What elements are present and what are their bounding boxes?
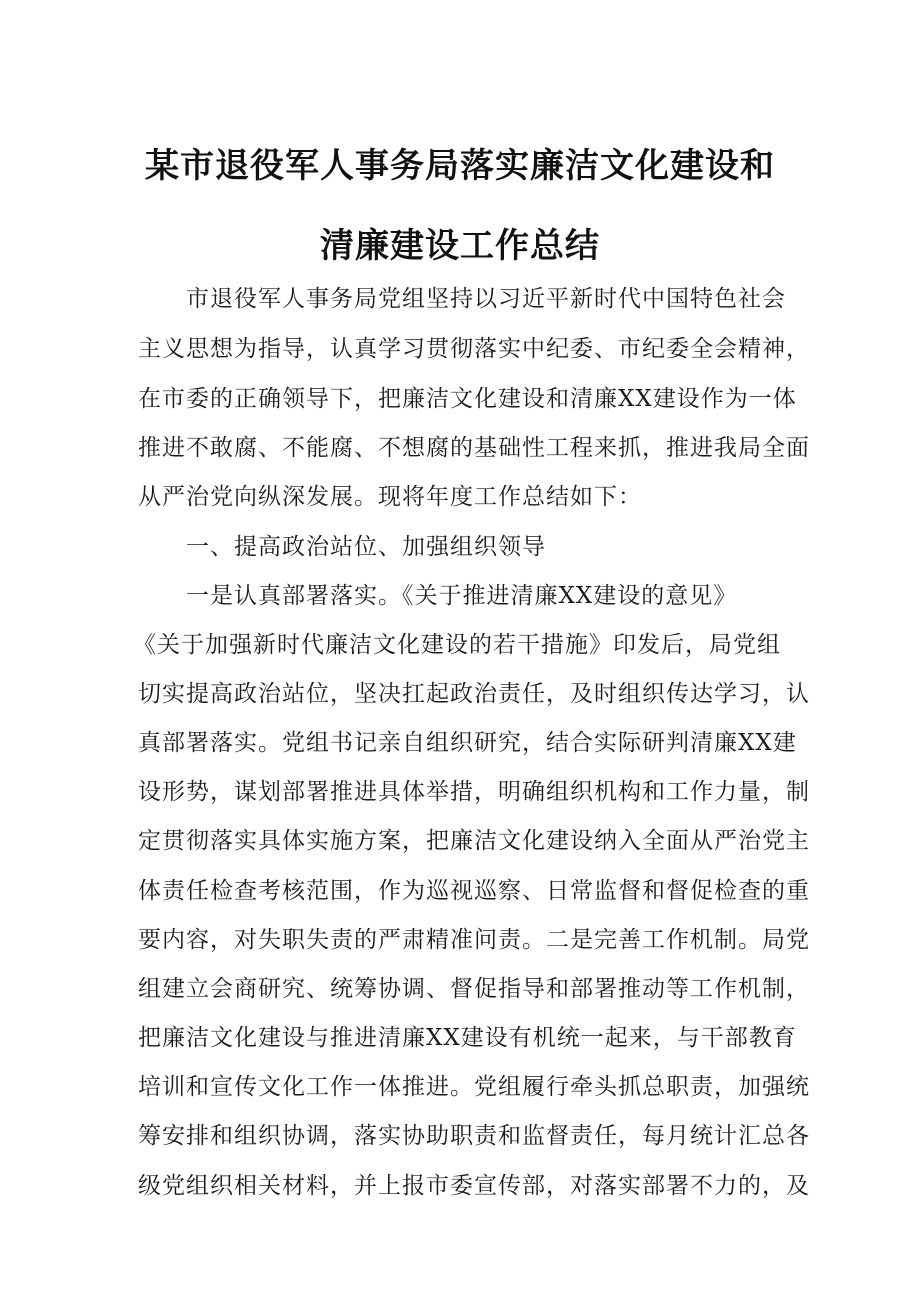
document-title-line-1: 某市退役军人事务局落实廉洁文化建设和 (145, 146, 775, 186)
section-heading-1: 一、提高政治站位、加强组织领导 (186, 534, 546, 560)
paragraph-line-16: 把廉洁文化建设与推进清廉XX建设有机统一起来，与干部教育 (138, 1025, 797, 1051)
paragraph-line-19: 级党组织相关材料，并上报市委宣传部，对落实部署不力的，及 (138, 1173, 810, 1199)
paragraph-line-9: 切实提高政治站位，坚决扛起政治责任，及时组织传达学习，认 (138, 681, 810, 707)
paragraph-line-1: 市退役军人事务局党组坚持以习近平新时代中国特色社会 (186, 286, 786, 312)
paragraph-line-13: 体责任检查考核范围，作为巡视巡察、日常监督和督促检查的重 (138, 878, 810, 904)
paragraph-line-2: 主义思想为指导，认真学习贯彻落实中纪委、市纪委全会精神， (138, 336, 810, 362)
paragraph-line-12: 定贯彻落实具体实施方案，把廉洁文化建设纳入全面从严治党主 (138, 828, 810, 854)
paragraph-line-10: 真部署落实。党组书记亲自组织研究，结合实际研判清廉XX建 (138, 730, 797, 756)
paragraph-line-11: 设形势，谋划部署推进具体举措，明确组织机构和工作力量，制 (138, 779, 810, 805)
paragraph-line-18: 筹安排和组织协调，落实协助职责和监督责任，每月统计汇总各 (138, 1123, 810, 1149)
paragraph-line-3: 在市委的正确领导下，把廉洁文化建设和清廉XX建设作为一体 (138, 386, 797, 412)
paragraph-line-8: 《关于加强新时代廉洁文化建设的若干措施》印发后，局党组 (133, 632, 781, 658)
paragraph-line-4: 推进不敢腐、不能腐、不想腐的基础性工程来抓，推进我局全面 (138, 435, 810, 461)
paragraph-line-17: 培训和宣传文化工作一体推进。党组履行牵头抓总职责，加强统 (138, 1074, 810, 1100)
document-title-line-2: 清廉建设工作总结 (320, 226, 600, 266)
paragraph-line-5: 从严治党向纵深发展。现将年度工作总结如下： (138, 484, 642, 510)
paragraph-line-14: 要内容，对失职失责的严肃精准问责。二是完善工作机制。局党 (138, 927, 810, 953)
paragraph-line-7: 一是认真部署落实。《关于推进清廉XX建设的意见》 (186, 583, 738, 609)
paragraph-line-15: 组建立会商研究、统筹协调、督促指导和部署推动等工作机制， (138, 976, 810, 1002)
